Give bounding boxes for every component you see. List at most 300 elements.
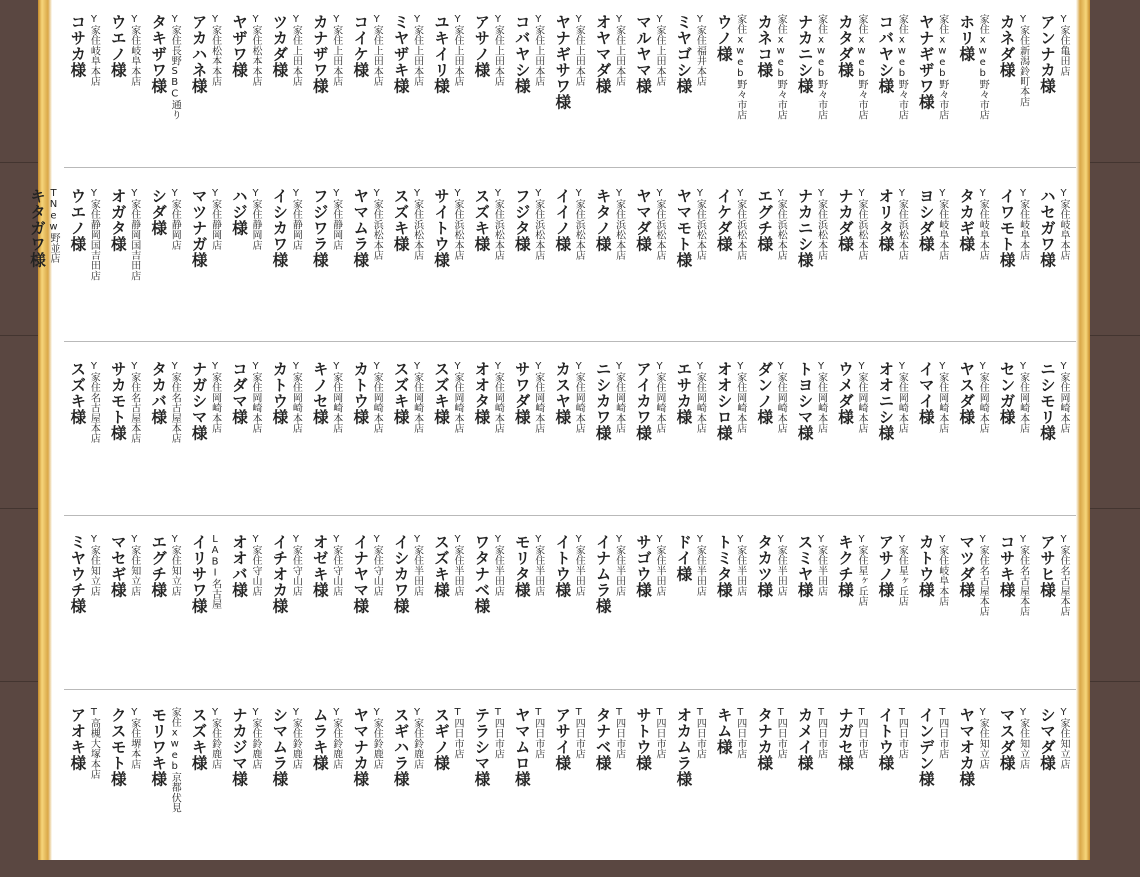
customer-entry: [66, 707, 106, 877]
store-name: T四日市店: [896, 707, 908, 759]
customer-name: ユキイリ様: [432, 14, 450, 94]
store-name: Y家住上田本店: [411, 14, 423, 87]
customer-name: トミタ様: [714, 534, 733, 598]
customer-entry: [1036, 188, 1076, 358]
store-name: T四日市店: [775, 707, 787, 759]
customer-name: ドイ様: [674, 534, 693, 582]
store-name: Y家住知立店: [1058, 707, 1069, 770]
row-divider: [64, 167, 1076, 168]
store-name: Y家住静岡店: [290, 188, 302, 251]
customer-entry: [794, 361, 834, 531]
customer-name: シマムラ様: [270, 707, 289, 787]
store-name: Y家住名古屋本店: [1058, 534, 1069, 617]
store-name: Y家住鈴鹿店: [411, 707, 423, 770]
customer-entry: [874, 361, 914, 531]
row-divider: [64, 341, 1076, 342]
customer-entry: [955, 534, 995, 704]
customer-entry: [268, 14, 308, 184]
customer-entry: [470, 707, 510, 877]
customer-entry: [592, 534, 632, 704]
customer-entry: [551, 534, 591, 704]
customer-name: ヤザワ様: [230, 14, 248, 78]
customer-name: マルヤマ様: [634, 14, 652, 94]
customer-entry: [794, 534, 834, 704]
customer-name: カネコ様: [755, 14, 774, 78]
customer-entry: [955, 361, 995, 531]
customer-name: エサカ様: [674, 361, 693, 425]
customer-name: ヤナギサワ様: [553, 14, 572, 110]
store-name: 家住xweb野々市店: [856, 14, 867, 120]
customer-entry: [551, 361, 591, 531]
store-name: Y家住岡崎本店: [896, 361, 908, 434]
store-name: T四日市店: [734, 707, 746, 759]
customer-entry: [66, 534, 106, 704]
store-name: Y家住岡崎本店: [936, 361, 948, 434]
customer-name: イマイ様: [916, 361, 935, 425]
store-name: Y家住上田本店: [573, 14, 585, 87]
customer-entry: [66, 188, 106, 358]
store-name: Y家住半田店: [492, 534, 504, 597]
customer-entry: [1036, 534, 1076, 704]
customer-entry: [794, 14, 834, 184]
customer-name: イチオカ様: [270, 534, 289, 614]
customer-entry: [107, 14, 147, 184]
customer-entry: [390, 534, 430, 704]
store-name: TNew野並店: [48, 188, 59, 264]
customer-name: ヤマオカ様: [957, 707, 976, 787]
store-name: Y家住名古屋本店: [169, 361, 181, 444]
customer-name: ヨシダ様: [916, 188, 935, 252]
customer-entry: [996, 188, 1036, 358]
customer-name: サワダ様: [512, 361, 531, 425]
store-name: Y家住浜松本店: [573, 188, 585, 261]
store-name: Y家住浜松本店: [775, 188, 787, 261]
customer-name: マセギ様: [108, 534, 127, 598]
store-name: Y家住知立店: [169, 534, 181, 597]
customer-name: コバヤシ様: [876, 14, 895, 94]
customer-name: マツナガ様: [189, 188, 208, 268]
store-name: Y家住浜松本店: [371, 188, 383, 261]
store-name: Y家住名古屋本店: [977, 534, 989, 617]
store-name: Y家住名古屋本店: [88, 361, 100, 444]
store-name: T四日市店: [856, 707, 867, 759]
customer-entry: [268, 707, 308, 877]
customer-name: ツカダ様: [270, 14, 289, 78]
customer-entry: [107, 188, 147, 358]
store-name: 家住xweb野々市店: [936, 14, 948, 120]
store-name: Y家住静岡店: [209, 188, 221, 251]
customer-name: アカハネ様: [189, 14, 208, 94]
store-name: Y家住岡崎本店: [734, 361, 746, 434]
customer-name: コバヤシ様: [512, 14, 531, 94]
customer-name: クスモト様: [108, 707, 127, 787]
customer-name: ヤマムロ様: [512, 707, 531, 787]
customer-entry: [147, 707, 187, 877]
customer-name: カメイ様: [795, 707, 814, 771]
customer-entry: [188, 14, 228, 184]
store-name: Y家住名古屋本店: [128, 361, 140, 444]
store-name: Y家住岡崎本店: [1017, 361, 1029, 434]
customer-name: モリワキ様: [149, 707, 168, 787]
store-name: Y家住名古屋本店: [1017, 534, 1029, 617]
store-name: Y家住半田店: [532, 534, 544, 597]
customer-entry: [672, 361, 712, 531]
store-name: Y家住半田店: [734, 534, 746, 597]
customer-name: イナムラ様: [593, 534, 612, 614]
store-name: 家住xweb野々市店: [734, 14, 746, 120]
customer-name: アサヒ様: [1038, 534, 1056, 598]
customer-name: タキザワ様: [149, 14, 168, 94]
customer-entry: [228, 707, 268, 877]
customer-entry: [309, 534, 349, 704]
customer-name: ムラキ様: [310, 707, 329, 771]
customer-entry: [228, 534, 268, 704]
customer-entry: [147, 361, 187, 531]
customer-entry: [632, 361, 672, 531]
customer-entry: [955, 188, 995, 358]
customer-name: タカギ様: [957, 188, 976, 252]
customer-entry: [309, 361, 349, 531]
customer-name: サカモト様: [108, 361, 127, 441]
customer-entry: [268, 188, 308, 358]
customer-entry: [228, 14, 268, 184]
customer-name: スズキ様: [189, 707, 208, 771]
store-name: Y家住亀田店: [1058, 14, 1069, 77]
customer-name: イトウ様: [876, 707, 895, 771]
customer-entry: [632, 534, 672, 704]
customer-name: オリタ様: [876, 188, 895, 252]
customer-entry: [672, 707, 712, 877]
customer-entry: [349, 188, 389, 358]
customer-name: フジワラ様: [310, 188, 329, 268]
customer-name: コサカ様: [68, 14, 87, 78]
store-name: Y家住岡崎本店: [452, 361, 463, 434]
customer-entry: [753, 534, 793, 704]
customer-name: カトウ様: [351, 361, 370, 425]
store-name: Y家住岡崎本店: [856, 361, 867, 434]
customer-entry: [794, 188, 834, 358]
customer-entry: [592, 188, 632, 358]
store-name: Y家住半田店: [452, 534, 463, 597]
customer-entry: [268, 361, 308, 531]
customer-entry: [753, 361, 793, 531]
customer-name: タナベ様: [593, 707, 612, 771]
store-name: T四日市店: [613, 707, 625, 759]
customer-entry: [834, 534, 874, 704]
customer-entry: [107, 534, 147, 704]
customer-entry: [511, 188, 551, 358]
customer-name: キクチ様: [836, 534, 854, 598]
customer-name: キム様: [714, 707, 733, 755]
customer-row: [0, 707, 1140, 867]
store-name: T四日市店: [452, 707, 463, 759]
customer-name: イリサワ様: [189, 534, 208, 614]
store-name: Y家住岡崎本店: [250, 361, 261, 434]
store-name: Y家住岡崎本店: [613, 361, 625, 434]
store-name: T四日市店: [936, 707, 948, 759]
customer-name: スズキ様: [68, 361, 87, 425]
customer-name: ウエノ様: [68, 188, 87, 252]
store-name: Y家住鈴鹿店: [250, 707, 261, 770]
customer-entry: [268, 534, 308, 704]
customer-entry: [430, 188, 470, 358]
customer-name: オオバ様: [230, 534, 248, 598]
store-name: Y家住半田店: [411, 534, 423, 597]
customer-entry: [874, 188, 914, 358]
customer-name: ナカニシ様: [795, 14, 814, 94]
store-name: Y家住浜松本店: [815, 188, 827, 261]
customer-entry: [390, 361, 430, 531]
store-name: 家住xweb京都伏見: [169, 707, 181, 813]
store-name: Y家住浜松本店: [492, 188, 504, 261]
customer-entry: [834, 707, 874, 877]
customer-name: モリタ様: [512, 534, 531, 598]
customer-entry: [390, 14, 430, 184]
store-name: Y家住浜松本店: [654, 188, 665, 261]
customer-name: タカツ様: [755, 534, 774, 598]
customer-name: スギノ様: [432, 707, 450, 771]
customer-name: ヤナギザワ様: [916, 14, 935, 110]
customer-entry: [349, 707, 389, 877]
store-name: Y家住半田店: [654, 534, 665, 597]
customer-name: マスダ様: [997, 707, 1016, 771]
customer-name: ヤマナカ様: [351, 707, 370, 787]
customer-entry: [592, 361, 632, 531]
customer-name: オオタ様: [472, 361, 491, 425]
store-name: Y家住岡崎本店: [330, 361, 342, 434]
customer-name: ワタナベ様: [472, 534, 491, 614]
customer-name: ヤマムラ様: [351, 188, 370, 268]
customer-entry: [470, 14, 510, 184]
store-name: Y家住岡崎本店: [775, 361, 787, 434]
customer-name: イワモト様: [997, 188, 1016, 268]
store-name: Y家住浜松本店: [856, 188, 867, 261]
store-name: Y家住福井本店: [694, 14, 706, 87]
customer-entry: [470, 534, 510, 704]
row-divider: [64, 689, 1076, 690]
customer-row: [0, 14, 1140, 174]
customer-name: ナカニシ様: [795, 188, 814, 268]
customer-entry: [915, 707, 955, 877]
customer-name: センガ様: [997, 361, 1016, 425]
customer-name: オヤマダ様: [593, 14, 612, 94]
customer-name: ホリ様: [957, 14, 976, 62]
store-name: Y家住浜松本店: [532, 188, 544, 261]
store-name: Y家住岐阜本店: [1017, 188, 1029, 261]
customer-name: キタノ様: [593, 188, 612, 252]
customer-entry: [713, 534, 753, 704]
customer-entry: [188, 707, 228, 877]
customer-name: アンナカ様: [1038, 14, 1056, 94]
customer-name: エグチ様: [149, 534, 168, 598]
customer-name: ニシモリ様: [1038, 361, 1056, 441]
customer-entry: [430, 534, 470, 704]
customer-entry: [188, 188, 228, 358]
customer-name: キノセ様: [310, 361, 329, 425]
store-name: Y家住上田本店: [452, 14, 463, 87]
customer-name: オガタ様: [108, 188, 127, 252]
customer-name: ヤマダ様: [634, 188, 652, 252]
store-name: Y家住堺本店: [128, 707, 140, 770]
customer-entry: [66, 14, 106, 184]
store-name: Y家住守山店: [330, 534, 342, 597]
customer-name: テラシマ様: [472, 707, 491, 787]
customer-entry: [834, 188, 874, 358]
customer-entry: [713, 707, 753, 877]
store-name: Y家住守山店: [250, 534, 261, 597]
store-name: Y家住知立店: [977, 707, 989, 770]
customer-entry: [915, 534, 955, 704]
customer-entry: [107, 361, 147, 531]
store-name: Y家住上田本店: [613, 14, 625, 87]
customer-name: シダ様: [149, 188, 168, 236]
customer-name: イイノ様: [553, 188, 572, 252]
store-name: Y家住岐阜本店: [88, 14, 100, 87]
store-name: Y家住静岡店: [250, 188, 261, 251]
customer-name: ナカダ様: [836, 188, 854, 252]
customer-name: コサキ様: [997, 534, 1016, 598]
customer-entry: [713, 361, 753, 531]
customer-entry: [632, 188, 672, 358]
customer-name: マツダ様: [957, 534, 976, 598]
store-name: Y家住岐阜本店: [1058, 188, 1069, 261]
store-name: Y家住上田本店: [330, 14, 342, 87]
customer-name: ニシカワ様: [593, 361, 612, 441]
store-name: Y家住松本本店: [250, 14, 261, 87]
customer-name: スギハラ様: [391, 707, 410, 787]
customer-name: ウメダ様: [836, 361, 854, 425]
customer-name: ナガシマ様: [189, 361, 208, 441]
store-name: Y家住岐阜本店: [936, 534, 948, 607]
customer-name: オカムラ様: [674, 707, 693, 787]
store-name: Y家住浜松本店: [452, 188, 463, 261]
customer-entry: [390, 188, 430, 358]
store-name: Y家住星ヶ丘店: [856, 534, 867, 607]
customer-entry: [309, 14, 349, 184]
customer-entry: [753, 707, 793, 877]
store-name: Y家住岡崎本店: [411, 361, 423, 434]
customer-name: コイケ様: [351, 14, 370, 78]
customer-name: イケダ様: [714, 188, 733, 252]
customer-entry: [753, 14, 793, 184]
customer-entry: [1036, 707, 1076, 877]
store-name: Y家住浜松本店: [694, 188, 706, 261]
customer-entry: [188, 361, 228, 531]
customer-name: ハジ様: [230, 188, 248, 236]
customer-entry: [672, 534, 712, 704]
customer-row: [0, 361, 1140, 521]
store-name: Y家住長野SBC通り: [169, 14, 181, 120]
customer-name: カタダ様: [836, 14, 854, 78]
customer-entry: [551, 14, 591, 184]
store-name: Y家住浜松本店: [734, 188, 746, 261]
customer-entry: [915, 188, 955, 358]
customer-name: オオシロ様: [714, 361, 733, 441]
customer-entry: [309, 707, 349, 877]
store-name: Y家住知立店: [1017, 707, 1029, 770]
store-name: Y家住浜松本店: [613, 188, 625, 261]
customer-entry: [228, 361, 268, 531]
customer-entry: [430, 707, 470, 877]
store-name: Y家住上田本店: [654, 14, 665, 87]
store-name: Y家住浜松本店: [896, 188, 908, 261]
customer-name: アオキ様: [68, 707, 87, 771]
customer-name: ナカジマ様: [230, 707, 248, 787]
customer-entry: [753, 188, 793, 358]
customer-entry: [915, 14, 955, 184]
customer-entry: [147, 534, 187, 704]
customer-name: スズキ様: [432, 534, 450, 598]
customer-name: スズキ様: [472, 188, 491, 252]
store-name: Y家住守山店: [290, 534, 302, 597]
store-name: Y家住松本本店: [209, 14, 221, 87]
customer-name: イシカワ様: [391, 534, 410, 614]
customer-entry: [632, 14, 672, 184]
customer-name: サトウ様: [634, 707, 652, 771]
customer-name: タカバ様: [149, 361, 168, 425]
customer-name: ミヤウチ様: [68, 534, 87, 614]
customer-entry: [592, 14, 632, 184]
store-name: T四日市店: [815, 707, 827, 759]
store-name: Y家住上田本店: [371, 14, 383, 87]
customer-entry: [874, 14, 914, 184]
store-name: Y家住半田店: [573, 534, 585, 597]
store-name: Y家住岡崎本店: [573, 361, 585, 434]
customer-entry: [228, 188, 268, 358]
customer-entry: [632, 707, 672, 877]
customer-name: カスヤ様: [553, 361, 572, 425]
customer-entry: [470, 361, 510, 531]
customer-name: スズキ様: [432, 361, 450, 425]
customer-entry: [349, 361, 389, 531]
customer-entry: [834, 14, 874, 184]
customer-row: [0, 188, 1140, 348]
customer-entry: [511, 707, 551, 877]
store-name: Y家住星ヶ丘店: [896, 534, 908, 607]
customer-name: インデン様: [916, 707, 935, 787]
store-name: Y家住半田店: [613, 534, 625, 597]
customer-name: エグチ様: [755, 188, 774, 252]
store-name: 家住xweb野々市店: [977, 14, 989, 120]
customer-entry: [794, 707, 834, 877]
store-name: T四日市店: [573, 707, 585, 759]
store-name: Y家住岡崎本店: [371, 361, 383, 434]
store-name: T高槻大塚本店: [88, 707, 100, 780]
customer-name: ヤマモト様: [674, 188, 693, 268]
customer-entry: [107, 707, 147, 877]
store-name: Y家住新潟鈴町本店: [1017, 14, 1029, 107]
customer-entry: [511, 14, 551, 184]
customer-entry: [672, 14, 712, 184]
store-name: Y家住岡崎本店: [492, 361, 504, 434]
store-name: Y家住静岡国吉田店: [88, 188, 100, 281]
customer-entry: [996, 707, 1036, 877]
store-name: LABI名古屋: [209, 534, 221, 610]
customer-entry: [1036, 361, 1076, 531]
customer-name: イシカワ様: [270, 188, 289, 268]
store-name: Y家住半田店: [815, 534, 827, 597]
store-name: Y家住岡崎本店: [694, 361, 706, 434]
customer-entry: [147, 14, 187, 184]
customer-entry: [996, 361, 1036, 531]
customer-name: カトウ様: [916, 534, 935, 598]
store-name: Y家住半田店: [694, 534, 706, 597]
customer-name: コダマ様: [230, 361, 248, 425]
customer-name: ナガセ様: [836, 707, 854, 771]
customer-name: ダンノ様: [755, 361, 774, 425]
customer-entry: [66, 361, 106, 531]
customer-entry: [26, 188, 66, 358]
